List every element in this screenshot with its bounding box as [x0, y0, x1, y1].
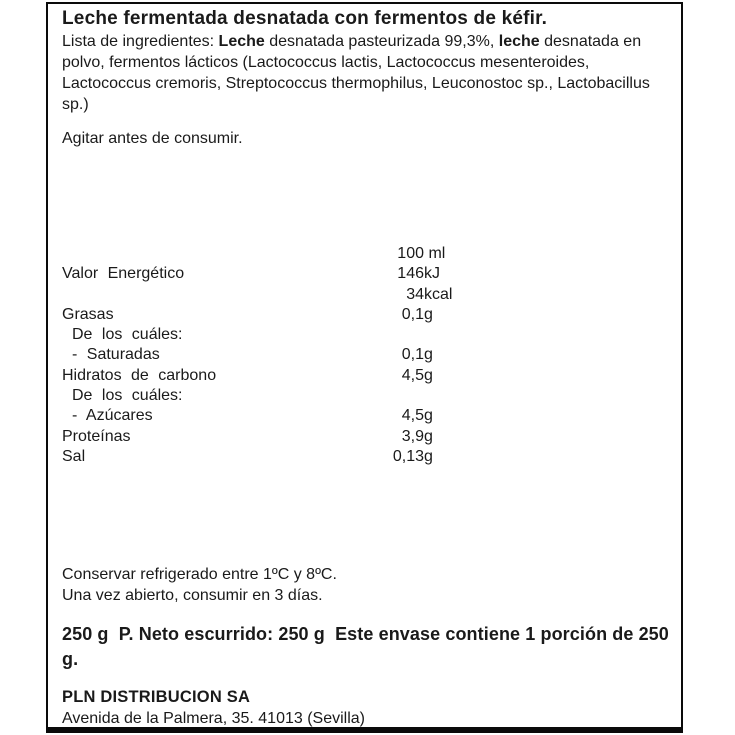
nutrition-row-salt	[62, 447, 663, 467]
storage-line-temperature: Conservar refrigerado entre 1ºC y 8ºC.	[62, 566, 337, 583]
nutrition-header-amount: 100	[397, 245, 424, 262]
nutrition-row-energy-kj	[62, 264, 663, 284]
nutrition-row-saturates	[62, 345, 663, 365]
distributor-name: PLN DISTRIBUCION SA	[62, 688, 251, 706]
ingredients-intro: Lista de ingredientes:	[62, 33, 219, 50]
ingredients-text	[62, 31, 668, 115]
nutrition-unit: g	[424, 366, 433, 384]
nutrition-value: 0,1	[401, 305, 424, 323]
nutrition-label: - Saturadas	[72, 346, 160, 364]
nutrition-label: Valor Energético	[62, 265, 185, 283]
net-weight-statement: 250 g P. Neto escurrido: 250 g Este envase contiene 1 porción de 250 g.	[62, 624, 675, 669]
nutrition-label: Sal	[62, 447, 86, 465]
nutrition-header-label	[62, 244, 362, 264]
nutrition-header-unit: ml	[424, 245, 446, 262]
nutrition-header-row	[62, 244, 663, 264]
ingredients-rest: desnatada en polvo, fermentos lácticos (Lactococcus lactis, Lactococcus mesenteroides, Lactococcus cremoris, Streptococcus thermophilus, Leuconostoc sp., Lactobacillus sp.)	[62, 33, 650, 113]
nutrition-unit: g	[424, 407, 433, 425]
nutrition-label: - Azúcares	[72, 407, 153, 425]
ingredients-mid: desnatada pasteurizada 99,3%,	[264, 33, 499, 50]
ingredient-bold-leche-2: leche	[498, 33, 540, 50]
storage-line-after-opening: Una vez abierto, consumir en 3 días.	[62, 587, 323, 604]
product-title: Leche fermentada desnatada con fermentos de kéfir.	[62, 8, 548, 29]
nutrition-table	[62, 244, 663, 467]
nutrition-label: Proteínas	[62, 427, 131, 445]
nutrition-value: 3,9	[401, 427, 424, 445]
nutrition-value: 4,5	[401, 366, 424, 384]
nutrition-value: 34	[406, 285, 424, 303]
nutrition-row-carbohydrate	[62, 366, 663, 386]
nutrition-unit: g	[424, 427, 433, 445]
nutrition-row-of-which-1	[62, 325, 663, 345]
nutrition-unit: kcal	[424, 285, 453, 303]
nutrition-unit: g	[424, 305, 433, 323]
nutrition-row-of-which-2	[62, 386, 663, 406]
nutrition-unit: kJ	[424, 265, 440, 283]
nutrition-label: Hidratos de carbono	[62, 366, 217, 384]
ingredient-bold-leche: Leche	[218, 33, 265, 50]
nutrition-unit: g	[424, 447, 433, 465]
nutrition-value	[362, 386, 424, 406]
nutrition-row-fat	[62, 305, 663, 325]
storage-instructions	[62, 564, 663, 606]
distributor-address: Avenida de la Palmera, 35. 41013 (Sevilla)	[62, 710, 365, 727]
shake-instruction: Agitar antes de consumir.	[62, 130, 243, 147]
nutrition-value: 0,13	[392, 447, 424, 465]
nutrition-row-energy-kcal	[62, 285, 663, 305]
nutrition-label: De los cuáles:	[72, 387, 183, 405]
nutrition-unit: g	[424, 346, 433, 364]
nutrition-label: Grasas	[62, 305, 114, 323]
nutrition-value	[362, 325, 424, 345]
nutrition-row-protein	[62, 427, 663, 447]
nutrition-value: 146	[397, 265, 424, 283]
nutrition-label: De los cuáles:	[72, 326, 183, 344]
product-label	[46, 2, 683, 733]
nutrition-value: 0,1	[401, 346, 424, 364]
nutrition-row-sugars	[62, 406, 663, 426]
nutrition-label	[62, 285, 362, 305]
nutrition-value: 4,5	[401, 407, 424, 425]
